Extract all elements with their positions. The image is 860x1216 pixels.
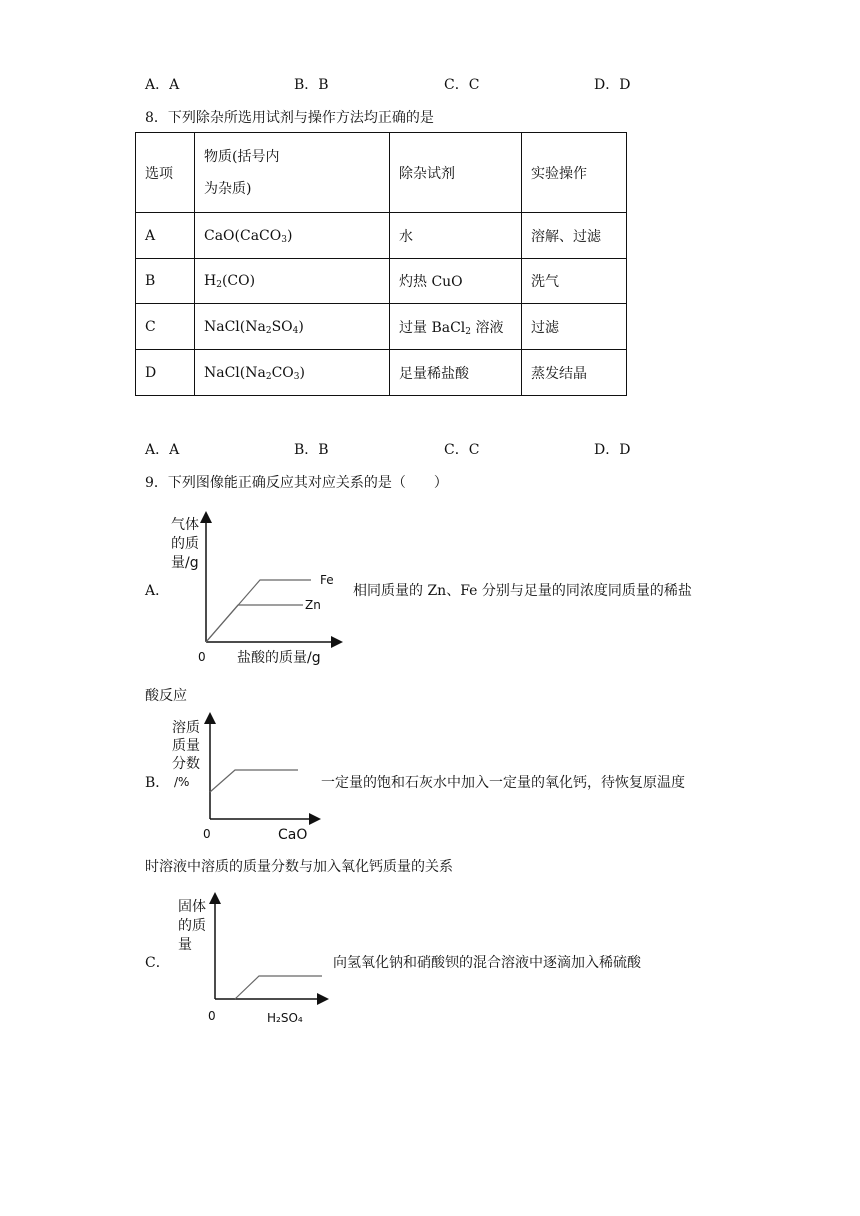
- row-reagent: 灼热 CuO: [390, 259, 522, 304]
- q9-a-graph: [165, 505, 355, 670]
- row-reagent: 过量 BaCl$_2$ 溶液: [390, 304, 522, 350]
- q9-a-label: A．: [145, 583, 170, 599]
- row-option: D: [136, 350, 195, 396]
- table-header-row: [136, 133, 627, 213]
- q9-a-ylabel-line1: 气体: [171, 517, 199, 533]
- q9-c-xlabel: H₂SO₄: [267, 1011, 303, 1025]
- row-option: C: [136, 304, 195, 350]
- q9-b-origin: 0: [203, 827, 211, 841]
- header-reagent: 除杂试剂: [390, 133, 522, 213]
- q8-option-a: A．A: [145, 442, 180, 458]
- header-substance-line1: 物质(括号内: [204, 148, 280, 165]
- q9-a-series-zn: [206, 605, 303, 642]
- q9-b-graph: [165, 712, 325, 847]
- q9-a-desc-cont: 酸反应: [145, 688, 187, 704]
- q9-b-series: [210, 770, 298, 792]
- q9-b-xlabel: CaO: [278, 827, 308, 843]
- row-operation: 过滤: [522, 304, 627, 350]
- q9-c-desc: 向氢氧化钠和硝酸钡的混合溶液中逐滴加入稀硫酸: [333, 955, 641, 971]
- q8-option-b: B．B: [294, 442, 329, 458]
- q7-option-a: A．A: [145, 77, 180, 93]
- q9-c-graph: [170, 893, 335, 1028]
- row-substance: $NaCl(Na_2CO_3)$: [195, 350, 390, 396]
- q9-c-origin: 0: [208, 1009, 216, 1023]
- q9-b-ylabel-line2: 质量: [172, 738, 200, 754]
- q9-b-ylabel-line1: 溶质: [172, 720, 200, 736]
- q9-stem: 9．下列图像能正确反应其对应关系的是（ ）: [145, 475, 448, 491]
- q8-option-c: C．C: [444, 442, 480, 458]
- table-row: [136, 259, 627, 304]
- row-substance: CaO(CaCO$_3$): [195, 213, 390, 259]
- q9-b-ylabel-line4: /%: [174, 775, 190, 789]
- q9-a-ylabel-line2: 的质: [171, 536, 199, 552]
- q7-option-d: D．D: [594, 77, 631, 93]
- q9-a-ylabel-line3: 量/g: [171, 555, 199, 571]
- row-option: B: [136, 259, 195, 304]
- row-operation: 洗气: [522, 259, 627, 304]
- q9-a-xlabel: 盐酸的质量/g: [237, 650, 321, 666]
- header-operation: 实验操作: [522, 133, 627, 213]
- q9-a-series-zn-label: Zn: [305, 598, 321, 612]
- header-option: 选项: [136, 133, 195, 213]
- q9-a-series-fe: [206, 580, 311, 642]
- q8-stem: 8．下列除杂所选用试剂与操作方法均正确的是: [145, 110, 434, 126]
- header-substance: [195, 133, 390, 213]
- q8-option-d: D．D: [594, 442, 631, 458]
- row-reagent: 足量稀盐酸: [390, 350, 522, 396]
- q7-option-b: B．B: [294, 77, 329, 93]
- q9-b-ylabel: [172, 719, 200, 789]
- row-substance: $NaCl(Na_2SO_4)$: [195, 304, 390, 350]
- q9-c-series: [235, 976, 322, 999]
- q8-table: [135, 132, 627, 396]
- q9-b-label: B．: [145, 775, 170, 791]
- row-substance: $H_2(CO)$: [195, 259, 390, 304]
- row-reagent: 水: [390, 213, 522, 259]
- q9-c-ylabel-line3: 量: [178, 937, 192, 953]
- header-substance-line2: 为杂质): [204, 180, 252, 197]
- q9-b-desc: 一定量的饱和石灰水中加入一定量的氧化钙，待恢复原温度: [321, 775, 685, 791]
- q7-option-c: C．C: [444, 77, 480, 93]
- q9-a-desc: 相同质量的 Zn、Fe 分别与足量的同浓度同质量的稀盐: [353, 583, 692, 599]
- q9-b-ylabel-line3: 分数: [172, 756, 200, 772]
- table-row: [136, 213, 627, 259]
- q9-c-ylabel-line2: 的质: [178, 918, 206, 934]
- row-operation: 溶解、过滤: [522, 213, 627, 259]
- q9-c-ylabel: [178, 898, 206, 953]
- q9-a-series-fe-label: Fe: [320, 573, 334, 587]
- row-operation: 蒸发结晶: [522, 350, 627, 396]
- q9-a-ylabel: [171, 516, 199, 571]
- row-option: A: [136, 213, 195, 259]
- q9-b-desc-cont: 时溶液中溶质的质量分数与加入氧化钙质量的关系: [145, 859, 453, 875]
- table-row: [136, 350, 627, 396]
- q9-c-ylabel-line1: 固体: [178, 899, 206, 915]
- table-row: [136, 304, 627, 350]
- q9-a-origin: 0: [198, 650, 206, 664]
- q9-c-label: C．: [145, 955, 170, 971]
